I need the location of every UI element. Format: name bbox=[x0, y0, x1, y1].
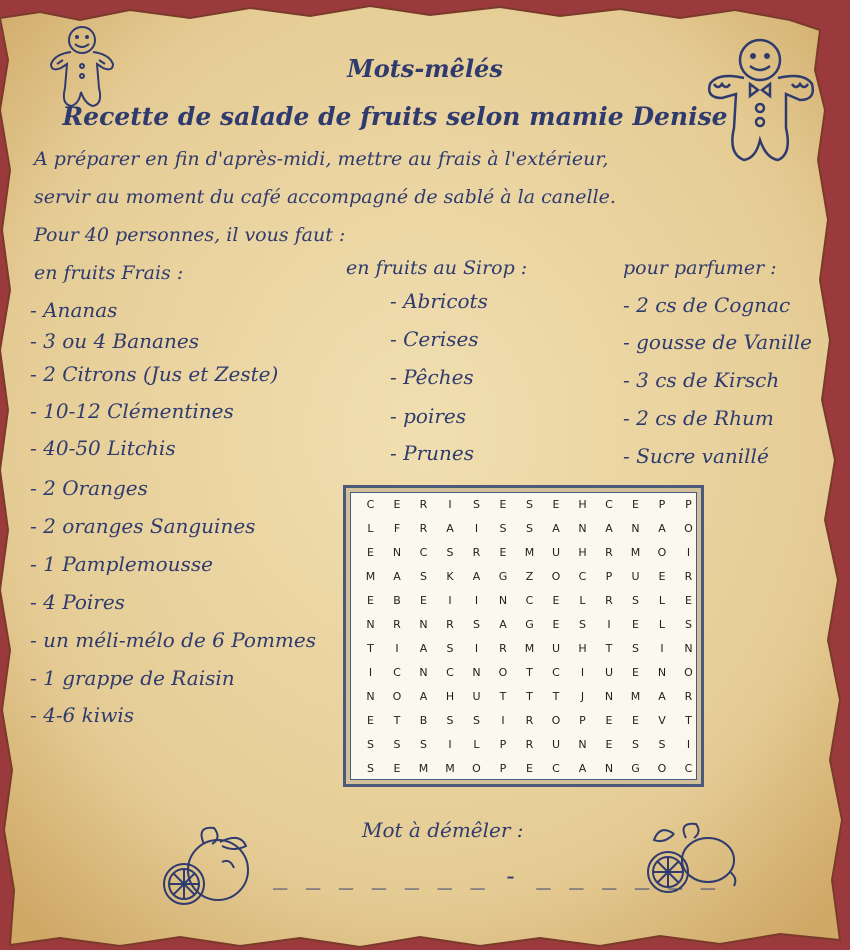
grid-letter: I bbox=[448, 594, 452, 607]
grid-letter: R bbox=[419, 522, 428, 535]
grid-letter: N bbox=[631, 522, 640, 535]
fresh-fruits-heading: en fruits Frais : bbox=[34, 262, 184, 284]
grid-letter: E bbox=[632, 666, 639, 679]
grid-letter: U bbox=[631, 570, 640, 583]
grid-letter: E bbox=[367, 594, 374, 607]
grid-letter: I bbox=[448, 498, 452, 511]
grid-letter: S bbox=[526, 522, 533, 535]
grid-letter: R bbox=[472, 546, 481, 559]
grid-letter: B bbox=[419, 714, 428, 727]
grid-letter: C bbox=[393, 666, 401, 679]
list-item: - 40-50 Litchis bbox=[30, 436, 176, 460]
grid-letter: E bbox=[367, 546, 374, 559]
grid-letter: M bbox=[630, 690, 641, 703]
gingerbread-man-icon bbox=[700, 32, 820, 167]
grid-letter: O bbox=[472, 762, 481, 775]
list-item: - 4-6 kiwis bbox=[30, 703, 134, 727]
grid-letter: C bbox=[684, 762, 693, 775]
list-item: - 2 Oranges bbox=[30, 476, 148, 500]
grid-letter: G bbox=[631, 762, 640, 775]
grid-letter: E bbox=[552, 594, 560, 607]
list-item: - Pêches bbox=[390, 365, 474, 389]
list-item: - gousse de Vanille bbox=[623, 330, 812, 354]
grid-letter: S bbox=[499, 522, 507, 535]
grid-letter: R bbox=[419, 498, 428, 511]
grid-letter: S bbox=[632, 594, 639, 607]
grid-letter: N bbox=[604, 762, 614, 775]
orange-fruit-icon bbox=[160, 822, 260, 912]
grid-letter: S bbox=[420, 738, 427, 751]
list-item: - 10-12 Clémentines bbox=[30, 399, 234, 423]
grid-letter: A bbox=[446, 522, 454, 535]
grid-letter: H bbox=[578, 546, 587, 559]
grid-letter: C bbox=[578, 570, 587, 583]
grid-letter: C bbox=[419, 546, 428, 559]
grid-letter: L bbox=[658, 594, 666, 607]
grid-letter: S bbox=[367, 762, 374, 775]
grid-letter: N bbox=[419, 618, 428, 631]
list-item: - 2 cs de Cognac bbox=[623, 293, 791, 317]
grid-letter: N bbox=[419, 666, 428, 679]
list-item: - Sucre vanillé bbox=[623, 444, 769, 468]
grid-letter: R bbox=[499, 642, 507, 655]
grid-letter: S bbox=[446, 714, 454, 727]
puzzle-prompt: Mot à démêler : bbox=[362, 818, 524, 842]
grid-letter: O bbox=[392, 690, 402, 703]
grid-letter: I bbox=[474, 522, 479, 535]
grid-letter: I bbox=[501, 714, 505, 727]
grid-letter: M bbox=[365, 570, 376, 583]
grid-letter: M bbox=[445, 762, 455, 775]
list-item: - 2 Citrons (Jus et Zeste) bbox=[30, 362, 279, 386]
grid-row bbox=[351, 517, 696, 541]
grid-letter: A bbox=[393, 570, 401, 583]
intro-line: Pour 40 personnes, il vous faut : bbox=[34, 224, 346, 246]
grid-letter: T bbox=[526, 666, 533, 679]
grid-letter: A bbox=[419, 690, 428, 703]
grid-letter: B bbox=[393, 594, 401, 607]
grid-letter: I bbox=[395, 642, 399, 655]
grid-row bbox=[351, 637, 696, 661]
grid-letter: A bbox=[658, 522, 666, 535]
grid-letter: R bbox=[684, 570, 693, 583]
grid-letter: O bbox=[657, 762, 667, 775]
grid-letter: S bbox=[446, 642, 454, 655]
grid-letter: L bbox=[658, 618, 666, 631]
grid-letter: P bbox=[605, 570, 613, 583]
list-item: - Prunes bbox=[390, 441, 474, 465]
grid-letter: O bbox=[684, 666, 693, 679]
grid-letter: O bbox=[551, 570, 561, 583]
word-search-inner bbox=[350, 492, 697, 780]
grid-letter: R bbox=[446, 618, 454, 631]
grid-row bbox=[351, 685, 696, 709]
grid-letter: E bbox=[632, 498, 639, 511]
grid-letter: S bbox=[632, 738, 639, 751]
grid-letter: H bbox=[578, 498, 587, 511]
grid-letter: T bbox=[499, 690, 507, 703]
intro-line: servir au moment du café accompagné de sablé à la canelle. bbox=[34, 186, 616, 208]
grid-letter: U bbox=[551, 738, 561, 751]
grid-letter: R bbox=[525, 714, 534, 727]
grid-letter: E bbox=[658, 570, 666, 583]
grid-letter: A bbox=[472, 570, 481, 583]
grid-letter: A bbox=[605, 522, 613, 535]
grid-letter: E bbox=[605, 738, 613, 751]
grid-letter: N bbox=[366, 618, 375, 631]
list-item: - 2 oranges Sanguines bbox=[30, 514, 256, 538]
grid-letter: U bbox=[604, 666, 614, 679]
grid-letter: S bbox=[473, 714, 480, 727]
grid-letter: C bbox=[552, 666, 560, 679]
grid-letter: N bbox=[366, 690, 375, 703]
grid-letter: T bbox=[605, 642, 613, 655]
grid-letter: R bbox=[525, 738, 534, 751]
grid-letter: G bbox=[525, 618, 534, 631]
grid-letter: S bbox=[446, 546, 454, 559]
grid-letter: O bbox=[657, 546, 667, 559]
grid-letter: C bbox=[605, 498, 613, 511]
grid-letter: P bbox=[685, 498, 692, 511]
grid-letter: U bbox=[472, 690, 481, 703]
list-item: - Ananas bbox=[30, 298, 118, 322]
grid-letter: I bbox=[580, 666, 585, 679]
page-subtitle: Recette de salade de fruits selon mamie Denise bbox=[62, 102, 728, 131]
grid-letter: N bbox=[684, 642, 693, 655]
grid-letter: H bbox=[445, 690, 455, 703]
grid-letter: Z bbox=[525, 570, 534, 583]
lemon-fruit-icon bbox=[638, 820, 743, 900]
grid-letter: A bbox=[499, 618, 507, 631]
grid-row bbox=[351, 493, 696, 517]
grid-letter: N bbox=[498, 594, 508, 607]
word-search-grid bbox=[343, 485, 704, 787]
grid-letter: R bbox=[684, 690, 693, 703]
grid-letter: C bbox=[552, 762, 560, 775]
grid-letter: E bbox=[685, 594, 692, 607]
list-item: - Abricots bbox=[390, 289, 488, 313]
grid-letter: J bbox=[580, 690, 585, 703]
grid-letter: M bbox=[630, 546, 641, 559]
grid-letter: U bbox=[551, 642, 561, 655]
grid-letter: G bbox=[498, 570, 508, 583]
grid-letter: P bbox=[499, 738, 507, 751]
grid-letter: M bbox=[524, 546, 535, 559]
grid-letter: I bbox=[448, 738, 452, 751]
list-item: - 4 Poires bbox=[30, 590, 125, 614]
grid-letter: N bbox=[392, 546, 402, 559]
grid-letter: A bbox=[578, 762, 587, 775]
grid-letter: P bbox=[579, 714, 586, 727]
grid-letter: S bbox=[473, 618, 480, 631]
list-item: - poires bbox=[390, 404, 467, 428]
grid-letter: T bbox=[685, 714, 692, 727]
grid-letter: E bbox=[632, 618, 639, 631]
intro-line: A préparer en fin d'après-midi, mettre au frais à l'extérieur, bbox=[34, 148, 609, 170]
grid-letter: U bbox=[551, 546, 561, 559]
grid-letter: I bbox=[660, 642, 664, 655]
grid-letter: E bbox=[393, 762, 401, 775]
grid-letter: S bbox=[367, 738, 374, 751]
grid-letter: T bbox=[526, 690, 533, 703]
grid-letter: E bbox=[526, 762, 533, 775]
grid-letter: A bbox=[658, 690, 666, 703]
grid-letter: N bbox=[604, 690, 614, 703]
grid-letter: I bbox=[686, 738, 691, 751]
grid-letter: S bbox=[393, 738, 401, 751]
list-item: - 3 cs de Kirsch bbox=[623, 368, 780, 392]
grid-letter: I bbox=[474, 642, 479, 655]
grid-letter: I bbox=[607, 618, 611, 631]
grid-letter: I bbox=[686, 546, 691, 559]
grid-letter: E bbox=[499, 498, 507, 511]
grid-letter: T bbox=[393, 714, 401, 727]
grid-letter: E bbox=[367, 714, 374, 727]
list-item: - un méli-mélo de 6 Pommes bbox=[30, 628, 316, 652]
grid-letter: S bbox=[632, 642, 639, 655]
grid-letter: N bbox=[657, 666, 667, 679]
grid-letter: O bbox=[551, 714, 561, 727]
grid-row bbox=[351, 733, 696, 757]
list-item: - Cerises bbox=[390, 327, 479, 351]
grid-letter: S bbox=[658, 738, 666, 751]
grid-letter: E bbox=[420, 594, 427, 607]
page-title: Mots-mêlés bbox=[347, 54, 503, 83]
flavor-heading: pour parfumer : bbox=[623, 257, 777, 279]
grid-letter: K bbox=[446, 570, 454, 583]
grid-letter: H bbox=[578, 642, 587, 655]
grid-letter: E bbox=[632, 714, 639, 727]
grid-row bbox=[351, 541, 696, 565]
grid-letter: S bbox=[420, 570, 427, 583]
grid-letter: N bbox=[578, 738, 587, 751]
grid-letter: S bbox=[473, 498, 480, 511]
grid-letter: A bbox=[419, 642, 428, 655]
grid-letter: N bbox=[578, 522, 587, 535]
grid-letter: L bbox=[473, 738, 480, 751]
grid-letter: E bbox=[605, 714, 613, 727]
grid-letter: T bbox=[552, 690, 560, 703]
grid-letter: N bbox=[472, 666, 481, 679]
grid-row bbox=[351, 661, 696, 685]
grid-letter: M bbox=[418, 762, 429, 775]
grid-letter: O bbox=[498, 666, 508, 679]
grid-row bbox=[351, 589, 696, 613]
grid-row bbox=[351, 565, 696, 589]
grid-letter: S bbox=[579, 618, 586, 631]
grid-letter: T bbox=[367, 642, 374, 655]
grid-letter: P bbox=[499, 762, 507, 775]
grid-letter: L bbox=[579, 594, 586, 607]
grid-letter: O bbox=[684, 522, 693, 535]
grid-letter: V bbox=[658, 714, 666, 727]
grid-letter: C bbox=[446, 666, 454, 679]
grid-letter: R bbox=[605, 594, 613, 607]
grid-letter: C bbox=[366, 498, 375, 511]
grid-letter: I bbox=[474, 594, 479, 607]
grid-letter: E bbox=[552, 618, 560, 631]
list-item: - 1 grappe de Raisin bbox=[30, 666, 235, 690]
syrup-fruits-heading: en fruits au Sirop : bbox=[346, 257, 528, 279]
grid-row bbox=[351, 757, 696, 781]
grid-letter: E bbox=[552, 498, 560, 511]
grid-letter: S bbox=[685, 618, 692, 631]
grid-letter: E bbox=[393, 498, 401, 511]
grid-letter: R bbox=[393, 618, 401, 631]
list-item: - 2 cs de Rhum bbox=[623, 406, 774, 430]
grid-row bbox=[351, 613, 696, 637]
grid-letter: I bbox=[368, 666, 373, 679]
grid-letter: P bbox=[658, 498, 666, 511]
grid-letter: S bbox=[526, 498, 533, 511]
grid-letter: M bbox=[524, 642, 535, 655]
grid-row bbox=[351, 709, 696, 733]
grid-letter: F bbox=[393, 522, 401, 535]
grid-letter: A bbox=[552, 522, 560, 535]
grid-letter: E bbox=[499, 546, 507, 559]
grid-letter: C bbox=[525, 594, 534, 607]
list-item: - 3 ou 4 Bananes bbox=[30, 329, 199, 353]
grid-letter: L bbox=[367, 522, 374, 535]
grid-letter: R bbox=[605, 546, 613, 559]
answer-blanks: _ _ _ _ _ _ _ - _ _ _ _ _ _ bbox=[273, 862, 718, 890]
list-item: - 1 Pamplemousse bbox=[30, 552, 213, 576]
